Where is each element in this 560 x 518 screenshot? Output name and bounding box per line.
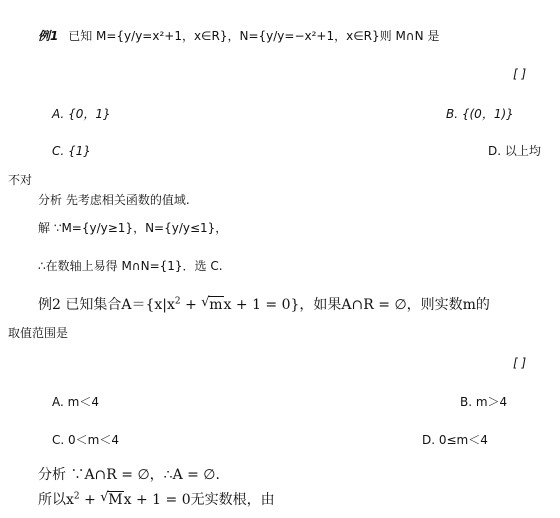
ex2-so-pre: 所以x (38, 492, 74, 508)
ex2-option-a: A. m＜4 (52, 395, 99, 409)
ex1-conclusion: ∴在数轴上易得 M∩N={1}．选 C. (38, 259, 223, 273)
ex2-analysis: 分析 ∵A∩R = ∅，∴A = ∅. (38, 467, 220, 483)
ex2-sqrt-arg: m (209, 297, 223, 313)
ex1-option-c: C. {1} (52, 144, 91, 158)
ex1-option-d: D. 以上均 (488, 144, 541, 158)
ex2-answer-blank: [ ] (513, 356, 527, 370)
radical-sign-icon: √ (100, 490, 109, 505)
ex1-stem-line (38, 28, 439, 44)
ex1-analysis: 分析 先考虑相关函数的值域. (38, 193, 190, 207)
radical-sign-icon: √ (201, 295, 210, 310)
ex1-label: 例1 (38, 29, 59, 43)
ex2-so-plus: + (79, 492, 101, 508)
ex1-option-a: A. {0，1} (52, 107, 111, 121)
ex2-so-sqrt-arg: M (108, 492, 123, 508)
ex2-exponent: 2 (174, 296, 181, 307)
ex2-option-d: D. 0≤m＜4 (422, 433, 488, 447)
ex2-option-b: B. m＞4 (460, 395, 508, 409)
ex2-so-exponent: 2 (73, 491, 80, 502)
ex2-stem-plus: + (180, 297, 202, 313)
ex2-option-c: C. 0＜m＜4 (52, 433, 119, 447)
ex2-stem-line2: 取值范围是 (8, 326, 69, 340)
ex2-so-post: x + 1 = 0无实数根，由 (123, 492, 275, 508)
ex2-stem-line (38, 296, 490, 314)
ex1-solution: 解 ∵M={y/y≥1}，N={y/y≤1}， (38, 221, 228, 235)
ex1-answer-blank: [ ] (513, 67, 527, 81)
ex2-stem-post: x + 1 = 0}，如果A∩R = ∅，则实数m的 (223, 297, 490, 313)
ex1-option-d-wrap: 不对 (8, 173, 33, 187)
ex1-option-b: B. {(0，1)} (446, 107, 514, 121)
ex2-sqrt (201, 296, 223, 314)
ex2-stem-pre: 例2 已知集合A＝{x|x (38, 297, 175, 313)
ex2-so-line (38, 491, 275, 509)
ex1-stem: 已知 M={y/y=x²+1，x∈R}，N={y/y=−x²+1，x∈R}则 M∩N 是 (68, 29, 440, 43)
ex2-so-sqrt (100, 491, 123, 509)
